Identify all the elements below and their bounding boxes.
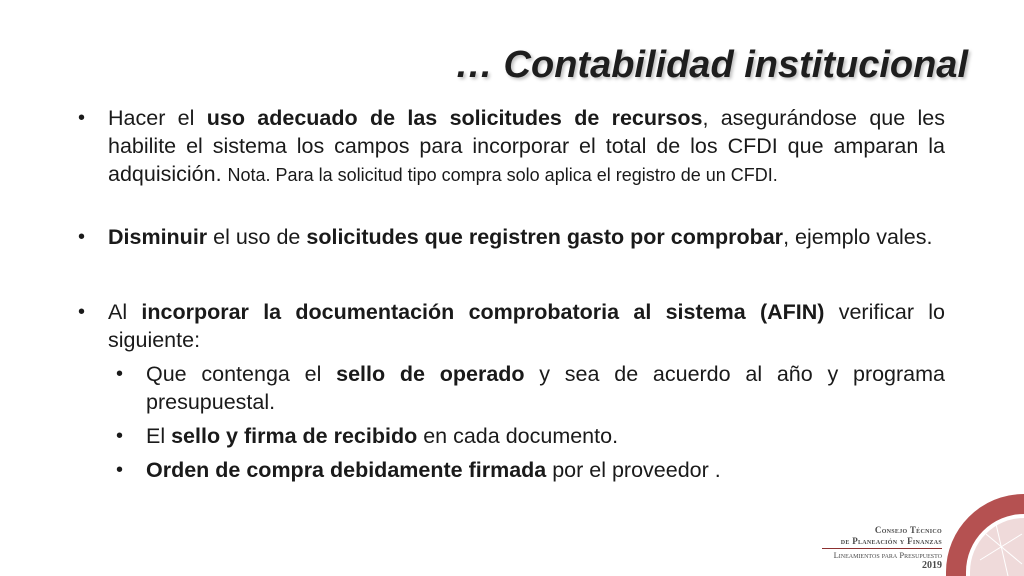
bullet-text: Que contenga el xyxy=(146,362,337,386)
bullet-item xyxy=(78,104,945,189)
logo-line-3: Lineamientos para Presupuesto xyxy=(822,548,942,560)
bullet-text: verificar lo siguiente: xyxy=(108,300,945,352)
bullet-dot: • xyxy=(78,226,86,248)
bullet-bold-text: uso adecuado de las solicitudes de recursos xyxy=(206,106,703,130)
bullet-text: El xyxy=(146,424,172,448)
bullet-text: el uso de xyxy=(207,225,307,249)
bullet-dot: • xyxy=(116,425,124,447)
bullet-text: Al xyxy=(108,300,142,324)
logo-year: 2019 xyxy=(922,560,942,571)
sub-bullet-item xyxy=(78,456,945,484)
bullet-bold-text: solicitudes que registren gasto por comprobar xyxy=(306,225,784,249)
bullet-dot: • xyxy=(78,301,86,323)
bullet-text: Hacer el xyxy=(108,106,207,130)
logo-line-2: de Planeación y Finanzas xyxy=(840,536,942,546)
slide-title: … Contabilidad institucional xyxy=(455,44,968,86)
bullet-dot: • xyxy=(78,107,86,129)
bullet-text: por el proveedor . xyxy=(546,458,721,482)
bullet-dot: • xyxy=(116,363,124,385)
bullet-item xyxy=(78,298,945,354)
bullet-bold-text: incorporar la documentación comprobatoria al sistema (AFIN) xyxy=(141,300,825,324)
slide-body xyxy=(78,104,945,484)
institution-logo-graphic xyxy=(946,494,1024,576)
logo-line-1: Consejo Técnico xyxy=(874,525,942,535)
bullet-note: Nota. Para la solicitud tipo compra solo aplica el registro de un CFDI. xyxy=(227,165,778,185)
sub-bullet-item xyxy=(78,360,945,416)
bullet-item xyxy=(78,223,945,251)
bullet-bold-text: Orden de compra debidamente firmada xyxy=(146,458,547,482)
bullet-text: y sea de acuerdo al año y programa presupuestal. xyxy=(146,362,945,414)
bullet-text: , asegurándose que les habilite el sistema los campos para incorporar el total de los CFDI que amparan la adquisición. xyxy=(108,106,945,186)
bullet-text: en cada documento. xyxy=(417,424,619,448)
bullet-bold-text: sello de operado xyxy=(336,362,525,386)
institution-logo-text xyxy=(822,525,942,571)
bullet-dot: • xyxy=(116,459,124,481)
bullet-bold-text: Disminuir xyxy=(108,225,208,249)
bullet-text: , ejemplo vales. xyxy=(783,225,933,249)
sub-bullet-item xyxy=(78,422,945,450)
bullet-bold-text: sello y firma de recibido xyxy=(171,424,418,448)
